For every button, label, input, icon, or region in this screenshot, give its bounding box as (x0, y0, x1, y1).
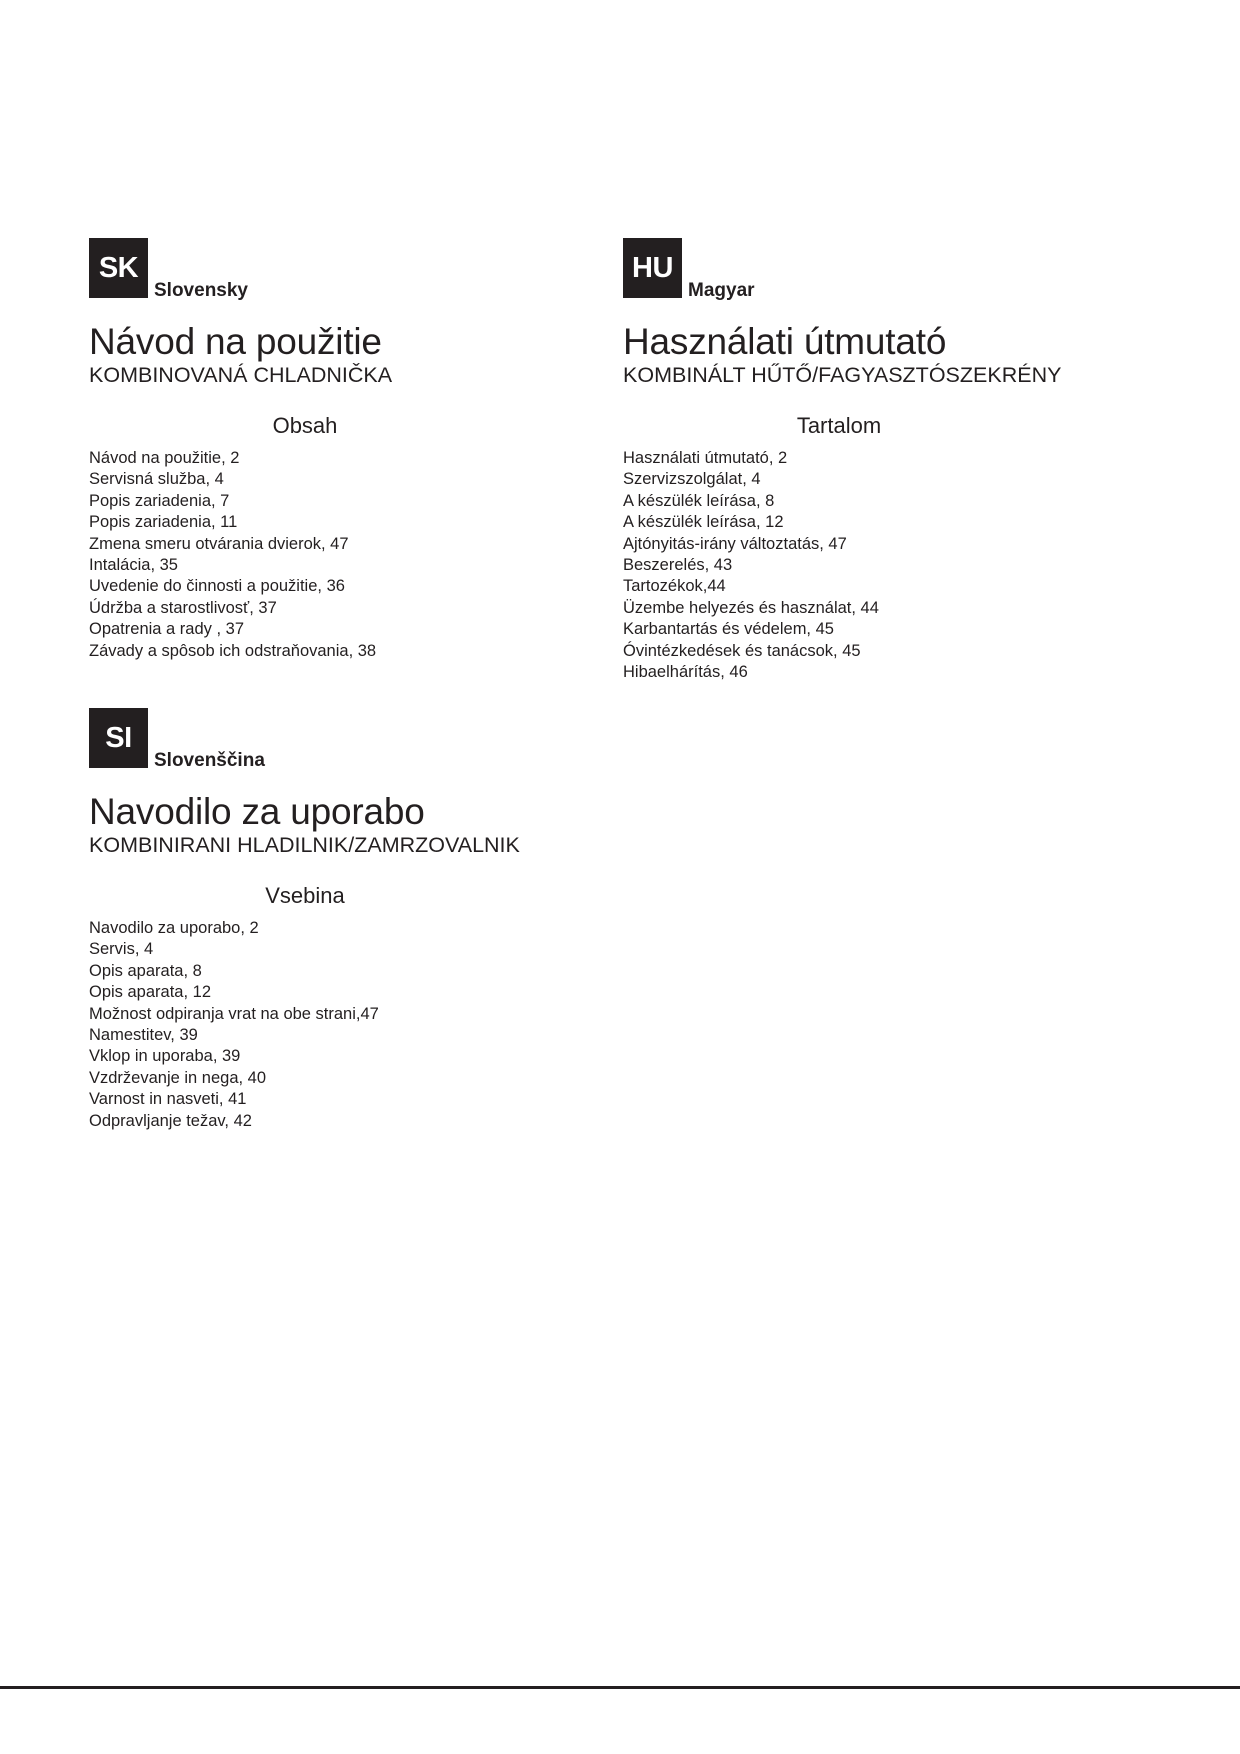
section-slovak (89, 238, 589, 662)
toc-item: Vklop in uporaba, 39 (89, 1047, 241, 1066)
toc-item: Karbantartás és védelem, 45 (623, 620, 834, 639)
toc-item: Servis, 4 (89, 940, 154, 959)
toc-item: Odpravljanje težav, 42 (89, 1111, 252, 1130)
language-header (89, 708, 589, 771)
toc-item: Údržba a starostlivosť, 37 (89, 598, 277, 617)
page-bottom-rule (0, 1686, 1240, 1689)
language-name: Slovensky (154, 280, 248, 301)
toc-item: Ajtónyitás-irány változtatás, 47 (623, 534, 847, 553)
toc-item: Szervizszolgálat, 4 (623, 470, 761, 489)
contents-heading: Tartalom (796, 413, 882, 438)
toc-item: Zmena smeru otvárania dvierok, 47 (89, 534, 349, 553)
toc-item: Možnost odpiranja vrat na obe strani,47 (89, 1004, 379, 1023)
language-code-badge: SK (89, 238, 148, 298)
toc-item: Óvintézkedések és tanácsok, 45 (623, 641, 861, 660)
toc-item: Intalácia, 35 (89, 556, 178, 575)
table-of-contents (89, 448, 589, 662)
toc-item: Opis aparata, 12 (89, 983, 211, 1002)
contents-heading: Vsebina (265, 883, 345, 908)
language-code-badge: HU (623, 238, 682, 298)
product-subtitle: KOMBINOVANÁ CHLADNIČKA (89, 363, 393, 387)
language-code-badge: SI (89, 708, 148, 768)
section-hungarian (623, 238, 1123, 683)
manual-title: Návod na použitie (89, 321, 382, 362)
toc-item: Tartozékok,44 (623, 577, 726, 596)
toc-item: A készülék leírása, 12 (623, 513, 784, 532)
toc-item: Használati útmutató, 2 (623, 449, 788, 467)
contents-heading: Obsah (272, 413, 338, 438)
toc-item: Navodilo za uporabo, 2 (89, 919, 259, 937)
toc-item: Üzembe helyezés és használat, 44 (623, 598, 879, 617)
language-name: Magyar (688, 280, 755, 301)
toc-item: Beszerelés, 43 (623, 556, 733, 575)
toc-item: Vzdrževanje in nega, 40 (89, 1068, 267, 1087)
toc-item: Popis zariadenia, 11 (89, 513, 238, 532)
toc-item: Namestitev, 39 (89, 1026, 198, 1045)
toc-item: Opatrenia a rady , 37 (89, 620, 245, 639)
toc-item: Servisná služba, 4 (89, 470, 224, 489)
toc-item: Opis aparata, 8 (89, 961, 202, 980)
language-header (623, 238, 1123, 301)
toc-item: Návod na použitie, 2 (89, 449, 240, 467)
toc-item: Varnost in nasveti, 41 (89, 1090, 247, 1109)
toc-item: A készülék leírása, 8 (623, 491, 775, 510)
table-of-contents (89, 918, 589, 1132)
section-slovenian (89, 708, 589, 1132)
manual-title: Használati útmutató (623, 321, 947, 362)
toc-item: Uvedenie do činnosti a použitie, 36 (89, 577, 345, 596)
table-of-contents (623, 448, 1123, 683)
language-name: Slovenščina (154, 750, 265, 771)
product-subtitle: KOMBINÁLT HŰTŐ/FAGYASZTÓSZEKRÉNY (623, 363, 1062, 387)
language-header (89, 238, 589, 301)
product-subtitle: KOMBINIRANI HLADILNIK/ZAMRZOVALNIK (89, 833, 520, 857)
manual-title: Navodilo za uporabo (89, 791, 425, 832)
toc-item: Závady a spôsob ich odstraňovania, 38 (89, 641, 377, 660)
toc-item: Hibaelhárítás, 46 (623, 663, 748, 682)
toc-item: Popis zariadenia, 7 (89, 491, 230, 510)
